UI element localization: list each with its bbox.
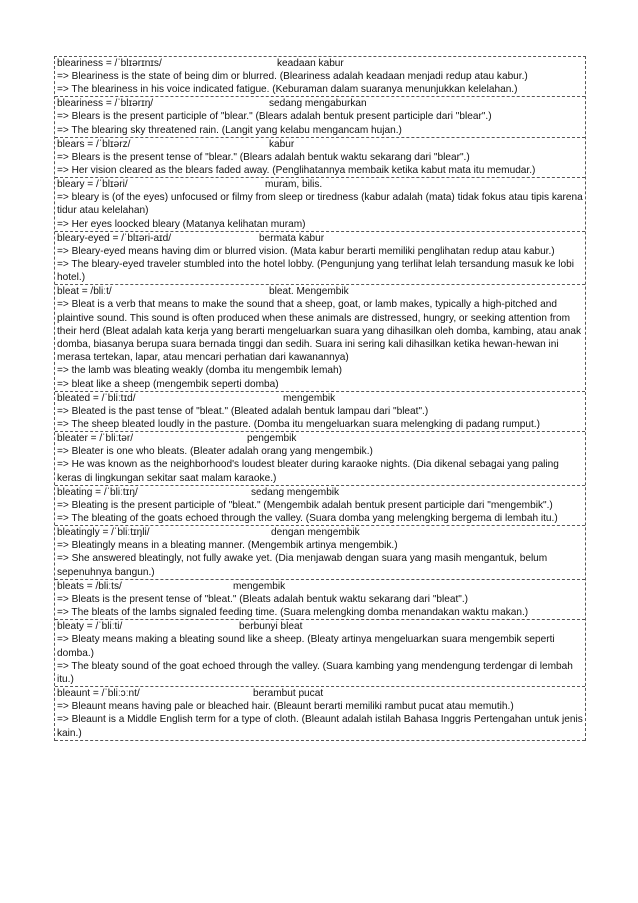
dictionary-entry	[55, 687, 585, 741]
entry-example-line: => Bleary-eyed means having dim or blurred vision. (Mata kabur berarti memiliki penglihatan redup atau kabur.)	[57, 245, 555, 257]
dictionary-entry	[55, 526, 585, 580]
entry-heading	[57, 526, 583, 539]
entry-example-line: => bleary is (of the eyes) unfocused or filmy from sleep or tiredness (kabur adalah (mata) tidak fokus atau tipis karena tidur atau kelelahan)	[57, 192, 583, 217]
entry-term: bleated = /ˈbliːtɪd/	[57, 392, 136, 404]
dictionary-entry	[55, 178, 585, 232]
entry-term: bleaty = /ˈbliːti/	[57, 621, 123, 633]
dictionary-entry	[55, 285, 585, 391]
entry-example-line: => Bleated is the past tense of "bleat." (Bleated adalah bentuk lampau dari "bleat".)	[57, 405, 429, 417]
entry-example-line: => Blears is the present participle of "blear." (Blears adalah bentuk present participle dari "blear".)	[57, 111, 492, 123]
dictionary-entry	[55, 432, 585, 486]
entry-example-line: => The blearing sky threatened rain. (Langit yang kelabu mengancam hujan.)	[57, 124, 402, 136]
entry-heading	[57, 486, 583, 499]
entry-heading	[57, 432, 583, 445]
entry-example-line: => Blears is the present tense of "blear." (Blears adalah bentuk waktu sekarang dari "blear".)	[57, 151, 470, 163]
entry-meaning: bleat. Mengembik	[269, 286, 349, 298]
entry-term: bleariness = /ˈblɪərɪnɪs/	[57, 58, 162, 69]
dictionary-entry	[55, 486, 585, 526]
entry-example-line: => Bleaty means making a bleating sound like a sheep. (Bleaty artinya mengeluarkan suara mengembik seperti domba.)	[57, 634, 555, 659]
entry-meaning: sedang mengaburkan	[269, 98, 367, 110]
entry-example-line: => The bleaty sound of the goat echoed through the valley. (Suara kambing yang mendengung terdengar di lembah itu.)	[57, 660, 573, 685]
entry-heading	[57, 620, 583, 633]
dictionary-page	[54, 56, 586, 741]
entry-term: bleary = /ˈblɪəri/	[57, 179, 128, 191]
dictionary-entry	[55, 620, 585, 687]
entry-heading	[57, 97, 583, 110]
entry-heading	[57, 232, 583, 245]
dictionary-entry	[55, 580, 585, 620]
entry-example-line: => Her eyes loocked bleary (Matanya kelihatan muram)	[57, 218, 306, 230]
entry-term: bleater = /ˈbliːtər/	[57, 433, 134, 445]
entry-example-line: => Bleaunt is a Middle English term for a type of cloth. (Bleaunt adalah istilah Bahasa Inggris Pertengahan untuk jenis kain.)	[57, 714, 583, 739]
entry-heading	[57, 57, 583, 70]
entry-meaning: muram, bilis.	[265, 179, 323, 191]
entry-meaning: sedang mengembik	[251, 486, 340, 498]
entry-heading	[57, 285, 583, 298]
entry-example-line: => Bleat is a verb that means to make the sound that a sheep, goat, or lamb makes, typically a high-pitched and plaintive sound. This sound is often produced when these animals are distressed, hungry, or seeking attention from their herd (Bleat adalah kata kerja yang berarti mengeluarkan suara yang dihasilkan oleh domba, kambing, atau anak domba, biasanya berupa suara bernada tinggi dan sedih. Suara ini sering kali dihasilkan ketika hewan-hewan ini merasa tertekan, lapar, atau mencari perhatian dari kawanannya)	[57, 299, 582, 364]
entry-term: bleating = /ˈbliːtɪŋ/	[57, 486, 138, 498]
entry-example-line: => Her vision cleared as the blears faded away. (Penglihatannya membaik ketika kabut mata itu memudar.)	[57, 165, 536, 177]
entry-meaning: bermata kabur	[259, 232, 325, 244]
entry-heading	[57, 178, 583, 191]
entry-example-line: => The bleariness in his voice indicated fatigue. (Keburaman dalam suaranya menunjukkan kelelahan.)	[57, 84, 518, 96]
entry-example-line: => Bleating is the present participle of "bleat." (Mengembik adalah bentuk present participle dari "mengembik".)	[57, 499, 553, 511]
entry-term: blears = /ˈblɪərz/	[57, 138, 131, 150]
entry-heading	[57, 392, 583, 405]
dictionary-entry	[55, 138, 585, 178]
entry-example-line: => Bleaunt means having pale or bleached hair. (Bleaunt berarti memiliki rambut pucat atau memutih.)	[57, 701, 514, 713]
entry-meaning: berbunyi bleat	[239, 621, 303, 633]
entry-term: bleat = /bliːt/	[57, 286, 112, 298]
dictionary-entry	[55, 57, 585, 97]
entry-example-line: => bleat like a sheep (mengembik seperti domba)	[57, 378, 279, 390]
dictionary-entry	[55, 392, 585, 432]
entry-meaning: dengan mengembik	[271, 527, 360, 539]
entry-example-line: => Bleats is the present tense of "bleat." (Bleats adalah bentuk waktu sekarang dari "bleat".)	[57, 593, 469, 605]
dictionary-entry	[55, 232, 585, 286]
entry-example-line: => Bleater is one who bleats. (Bleater adalah orang yang mengembik.)	[57, 446, 373, 458]
entry-term: bleariness = /ˈblɪərɪŋ/	[57, 98, 154, 110]
entry-meaning: mengembik	[283, 392, 336, 404]
entry-meaning: kabur	[269, 138, 295, 150]
entry-term: bleaunt = /ˈbliːɔːnt/	[57, 688, 140, 700]
entry-example-line: => The bleary-eyed traveler stumbled into the hotel lobby. (Pengunjung yang terlihat lelah tersandung masuk ke lobi hotel.)	[57, 259, 574, 284]
entry-meaning: mengembik	[233, 580, 286, 592]
entry-term: bleatingly = /ˈbliːtɪŋli/	[57, 527, 150, 539]
dictionary-entry	[55, 97, 585, 137]
entry-example-line: => Bleariness is the state of being dim or blurred. (Bleariness adalah keadaan menjadi redup atau kabur.)	[57, 71, 528, 82]
entry-term: bleats = /bliːts/	[57, 580, 122, 592]
entry-example-line: => The sheep bleated loudly in the pasture. (Domba itu mengeluarkan suara melengking di padang rumput.)	[57, 419, 540, 431]
entry-example-line: => the lamb was bleating weakly (domba itu mengembik lemah)	[57, 365, 343, 377]
entry-meaning: berambut pucat	[253, 688, 324, 700]
entry-example-line: => He was known as the neighborhood's loudest bleater during karaoke nights. (Dia dikenal sebagai yang paling keras di lingkungan sekitar saat malam karaoke.)	[57, 459, 559, 484]
entry-meaning: keadaan kabur	[277, 58, 344, 69]
entry-example-line: => She answered bleatingly, not fully awake yet. (Dia menjawab dengan suara yang masih mengantuk, belum sepenuhnya bangun.)	[57, 553, 548, 578]
entry-term: bleary-eyed = /ˈblɪəri-aɪd/	[57, 232, 172, 244]
entry-heading	[57, 687, 583, 700]
entry-heading	[57, 138, 583, 151]
entry-meaning: pengembik	[247, 433, 297, 445]
entry-example-line: => The bleating of the goats echoed through the valley. (Suara domba yang melengking bergema di lembah itu.)	[57, 513, 558, 525]
entry-heading	[57, 580, 583, 593]
entry-example-line: => Bleatingly means in a bleating manner. (Mengembik artinya mengembik.)	[57, 540, 398, 552]
entry-example-line: => The bleats of the lambs signaled feeding time. (Suara melengking domba menandakan waktu makan.)	[57, 607, 529, 619]
